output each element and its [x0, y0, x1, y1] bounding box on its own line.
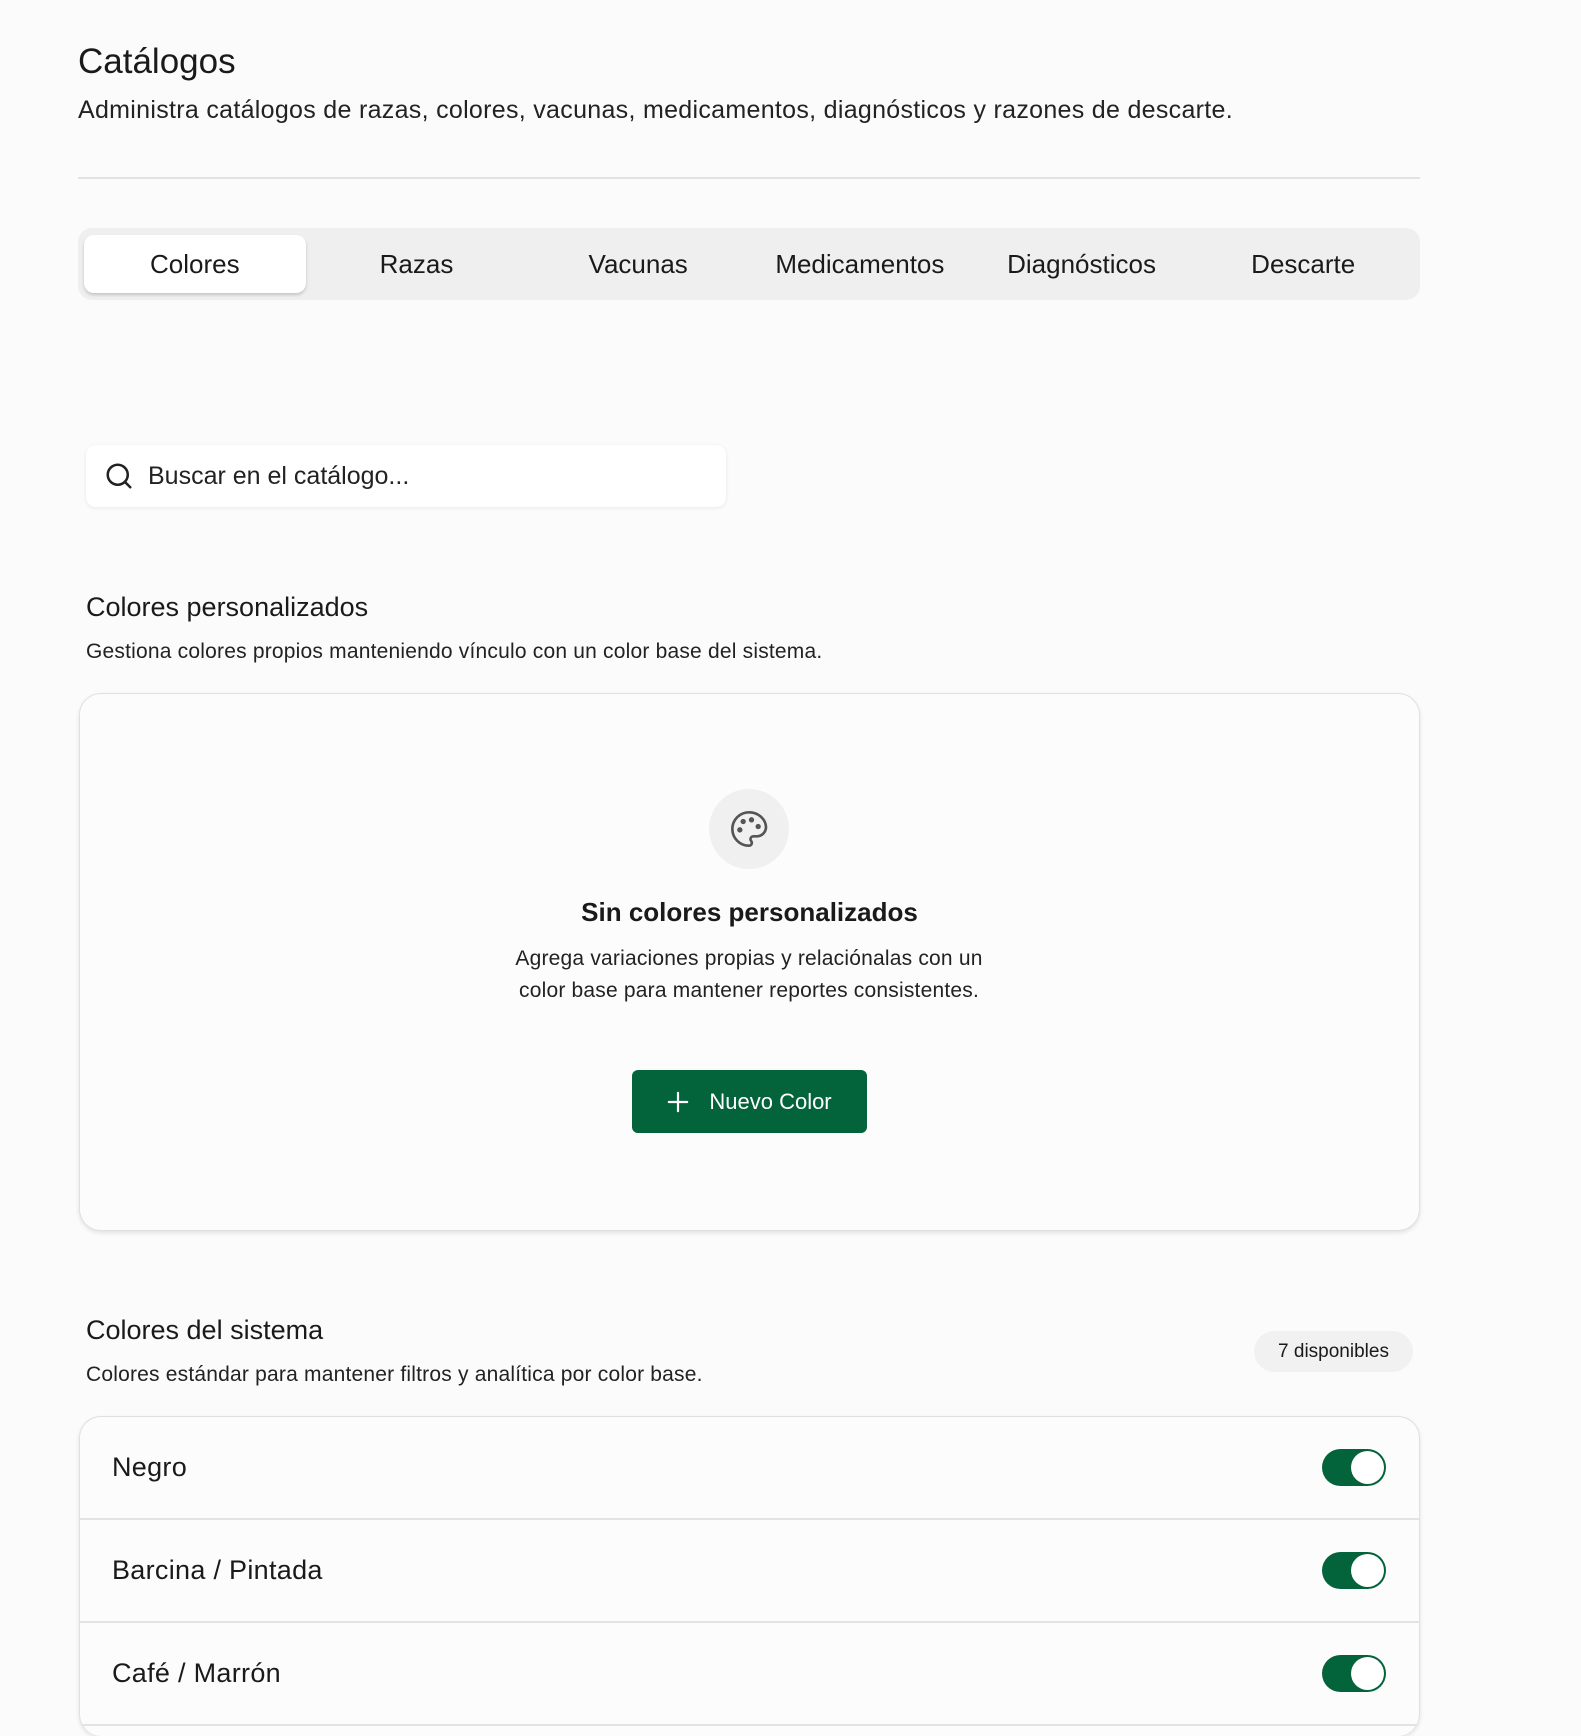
enable-toggle[interactable]: [1322, 1449, 1386, 1486]
list-item: [80, 1520, 1419, 1623]
page-title: Catálogos: [78, 42, 236, 81]
list-item: [80, 1417, 1419, 1520]
color-name: Barcina / Pintada: [112, 1555, 323, 1585]
tab-descarte[interactable]: Descarte: [1251, 248, 1356, 279]
enable-toggle[interactable]: [1322, 1655, 1386, 1692]
list-item: [80, 1623, 1419, 1726]
divider: [78, 177, 1420, 179]
system-colors-description: Colores estándar para mantener filtros y analítica por color base.: [86, 1363, 703, 1386]
search-box: [86, 445, 726, 507]
new-color-label: Nuevo Color: [709, 1088, 832, 1114]
catalog-tabs: [78, 228, 1420, 300]
page-subtitle: Administra catálogos de razas, colores, vacunas, medicamentos, diagnósticos y razones de descarte.: [78, 96, 1233, 124]
system-colors-title: Colores del sistema: [86, 1315, 324, 1345]
search-icon: [104, 461, 134, 491]
enable-toggle[interactable]: [1322, 1552, 1386, 1589]
new-color-button[interactable]: [632, 1070, 867, 1133]
tab-medicamentos[interactable]: Medicamentos: [775, 248, 945, 279]
tab-colores[interactable]: Colores: [84, 235, 306, 293]
search-input[interactable]: [148, 462, 688, 491]
available-count-badge: 7 disponibles: [1254, 1331, 1413, 1372]
tab-razas[interactable]: Razas: [379, 248, 454, 279]
color-name: Negro: [112, 1452, 188, 1482]
empty-state-title: Sin colores personalizados: [581, 897, 918, 927]
tab-vacunas[interactable]: Vacunas: [588, 248, 688, 279]
custom-colors-description: Gestiona colores propios manteniendo vínculo con un color base del sistema.: [86, 640, 823, 663]
color-name: Café / Marrón: [112, 1658, 281, 1688]
plus-icon: [667, 1091, 689, 1113]
system-colors-list: [79, 1416, 1420, 1736]
tab-diagnosticos[interactable]: Diagnósticos: [1007, 248, 1156, 279]
custom-colors-title: Colores personalizados: [86, 592, 369, 622]
palette-icon: [709, 789, 789, 869]
empty-state-description: Agrega variaciones propias y relaciónalas con un color base para mantener reportes consistentes.: [515, 947, 983, 1002]
